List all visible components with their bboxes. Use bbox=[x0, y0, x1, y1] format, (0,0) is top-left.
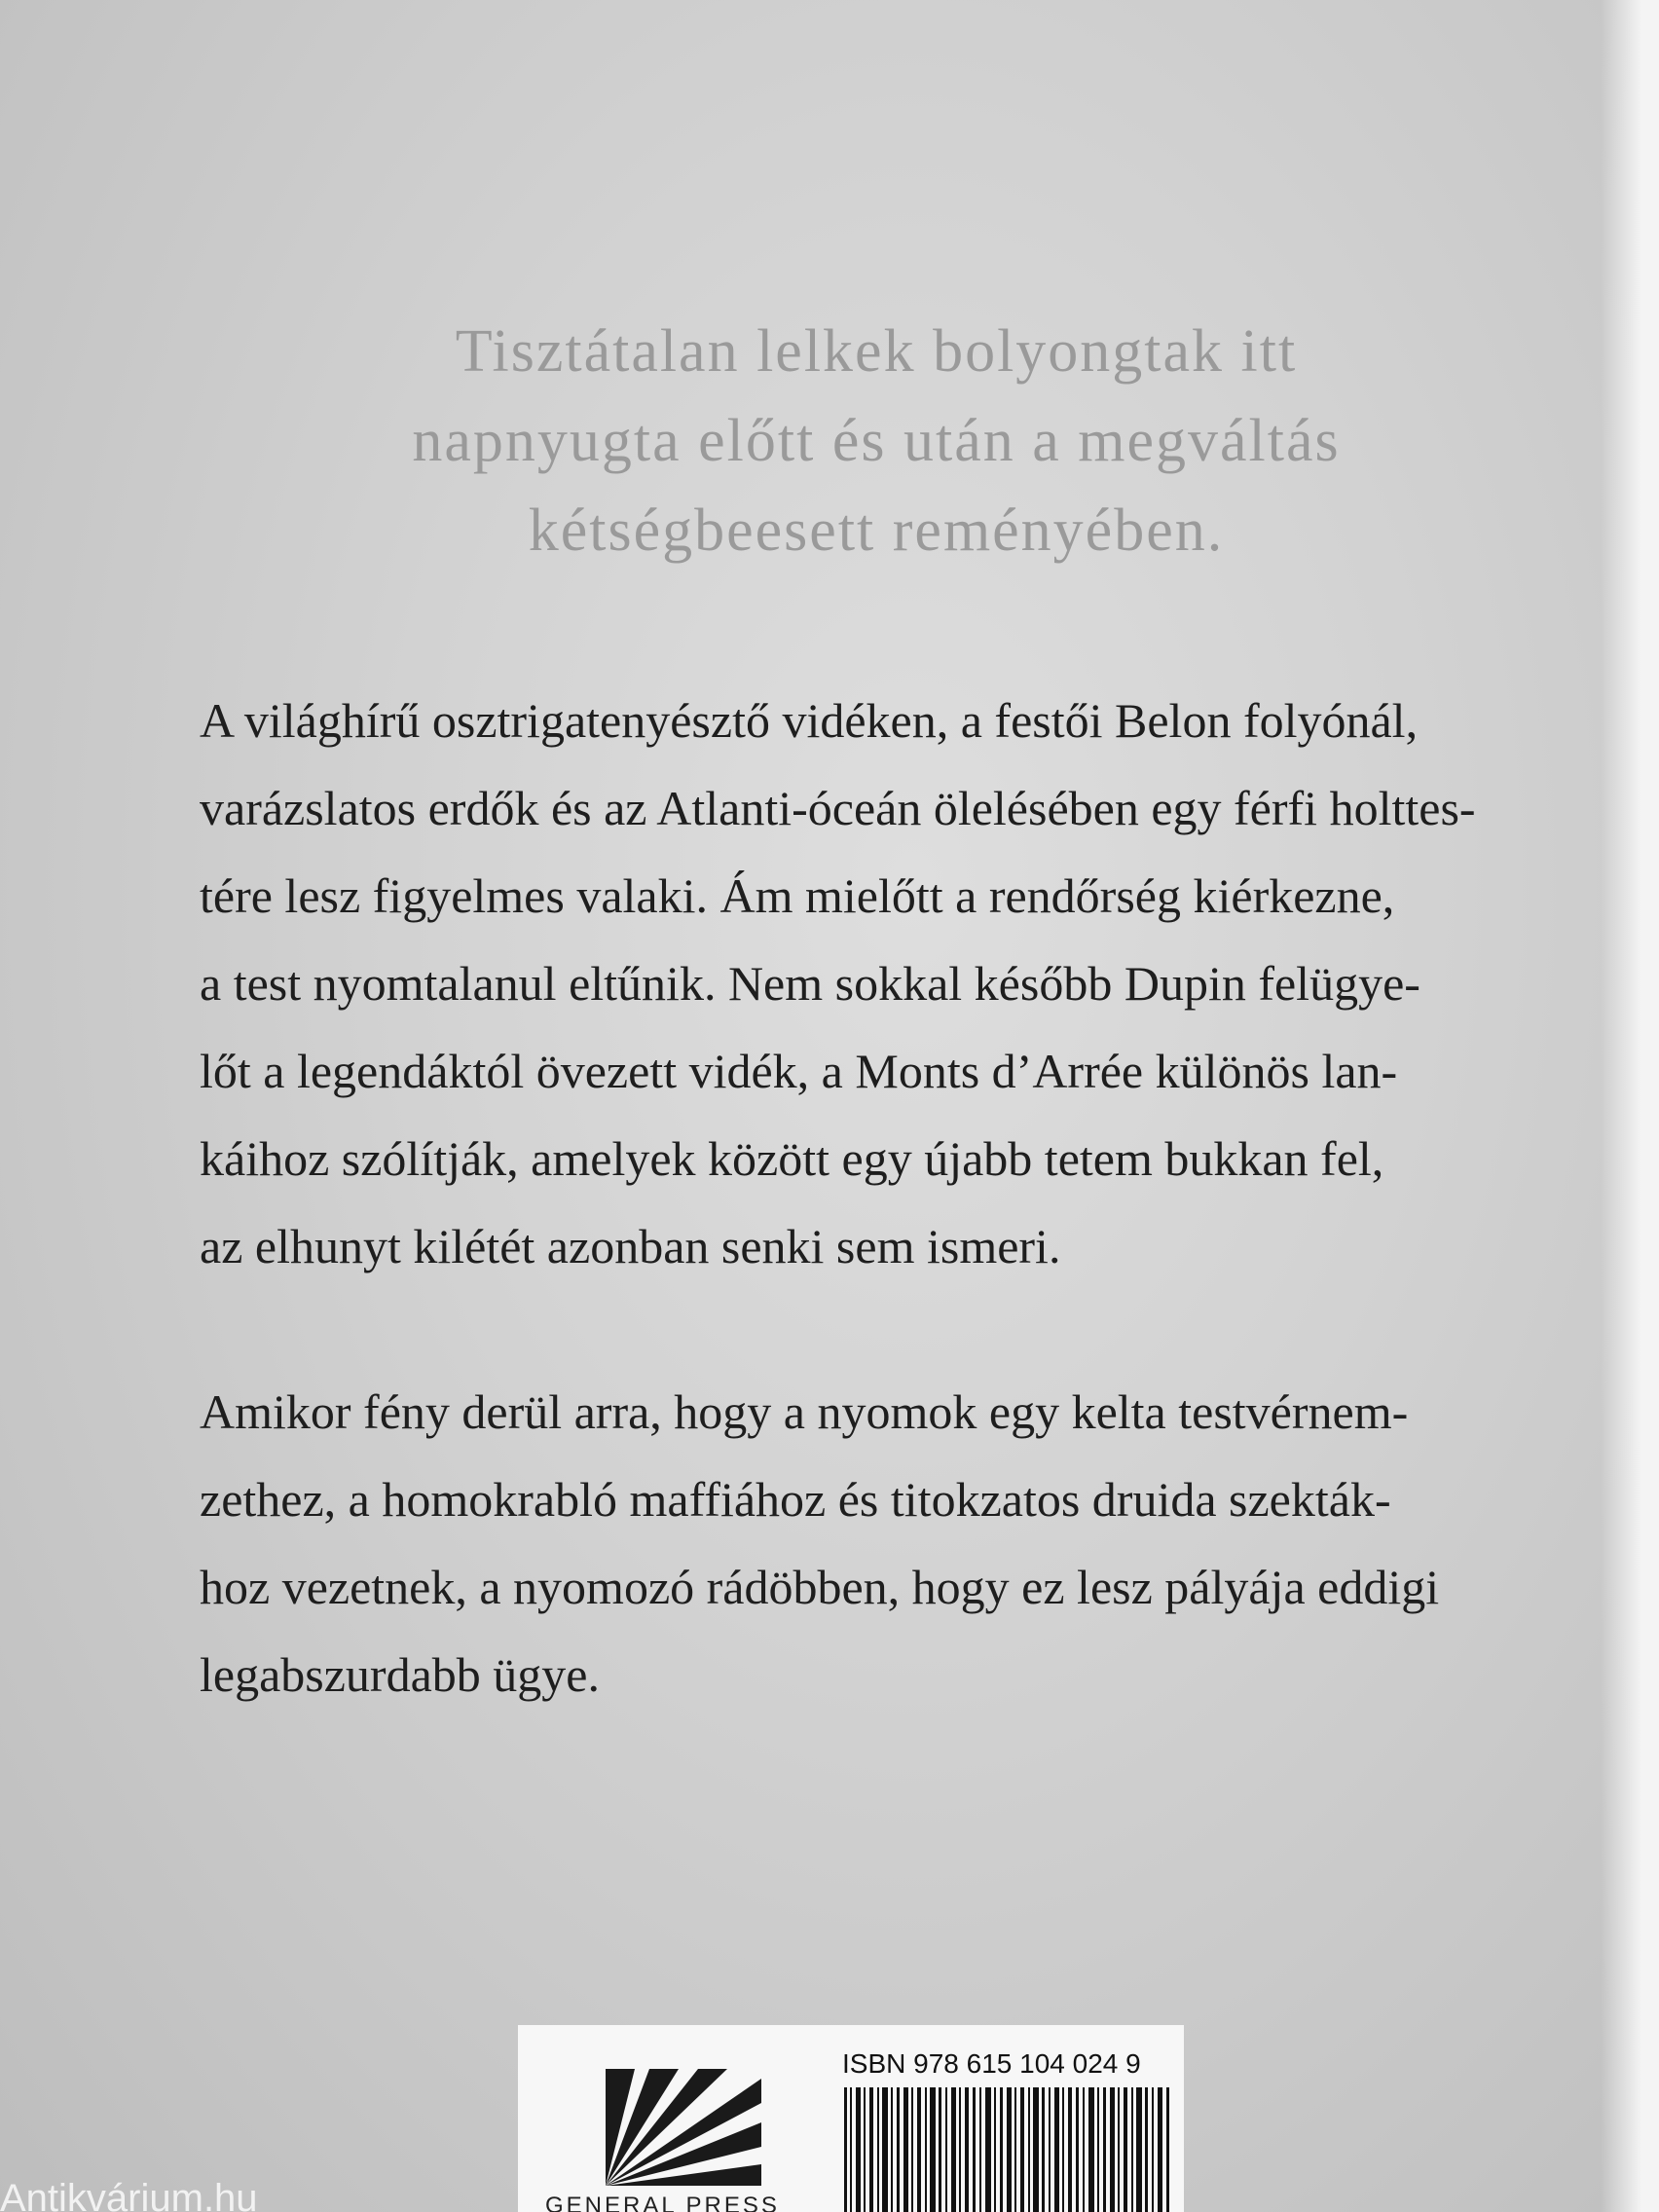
barcode-panel bbox=[518, 2025, 1184, 2212]
watermark: Antikvárium.hu bbox=[0, 2177, 258, 2212]
isbn-number: ISBN 978 615 104 024 9 bbox=[842, 2048, 1141, 2079]
blurb-line: a test nyomtalanul eltűnik. Nem sokkal később Dupin felügye- bbox=[200, 956, 1420, 1011]
blurb-line: varázslatos erdők és az Atlanti-óceán ölelésében egy férfi holttes- bbox=[200, 781, 1476, 835]
tagline-line: napnyugta előtt és után a megváltás bbox=[412, 408, 1341, 474]
page-edge bbox=[1601, 0, 1659, 2212]
sunburst-logo-icon bbox=[606, 2069, 761, 2186]
tagline-line: kétségbeesett reményében. bbox=[528, 498, 1225, 564]
barcode-icon bbox=[842, 2087, 1173, 2212]
blurb-line: legabszurdabb ügye. bbox=[200, 1647, 600, 1702]
blurb-line: Amikor fény derül arra, hogy a nyomok egy kelta testvérnem- bbox=[200, 1384, 1409, 1439]
blurb-paragraph-2 bbox=[200, 1368, 1543, 1718]
blurb-paragraph-1 bbox=[200, 677, 1543, 1290]
tagline bbox=[292, 307, 1460, 575]
tagline-line: Tisztátalan lelkek bolyongtak itt bbox=[455, 318, 1298, 385]
blurb-line: zethez, a homokrabló maffiához és titokzatos druida szekták- bbox=[200, 1472, 1391, 1527]
blurb-line: káihoz szólítják, amelyek között egy újabb tetem bukkan fel, bbox=[200, 1131, 1384, 1186]
blurb-line: lőt a legendáktól övezett vidék, a Monts d’Arrée különös lan- bbox=[200, 1044, 1398, 1098]
blurb-line: A világhírű osztrigatenyésztő vidéken, a festői Belon folyónál, bbox=[200, 693, 1419, 748]
blurb-line: hoz vezetnek, a nyomozó rádöbben, hogy ez lesz pályája eddigi bbox=[200, 1560, 1440, 1614]
blurb-line: az elhunyt kilétét azonban senki sem ismeri. bbox=[200, 1219, 1061, 1273]
publisher-name: GENERAL PRESS bbox=[545, 2193, 780, 2212]
blurb-line: tére lesz figyelmes valaki. Ám mielőtt a rendőrség kiérkezne, bbox=[200, 868, 1395, 923]
